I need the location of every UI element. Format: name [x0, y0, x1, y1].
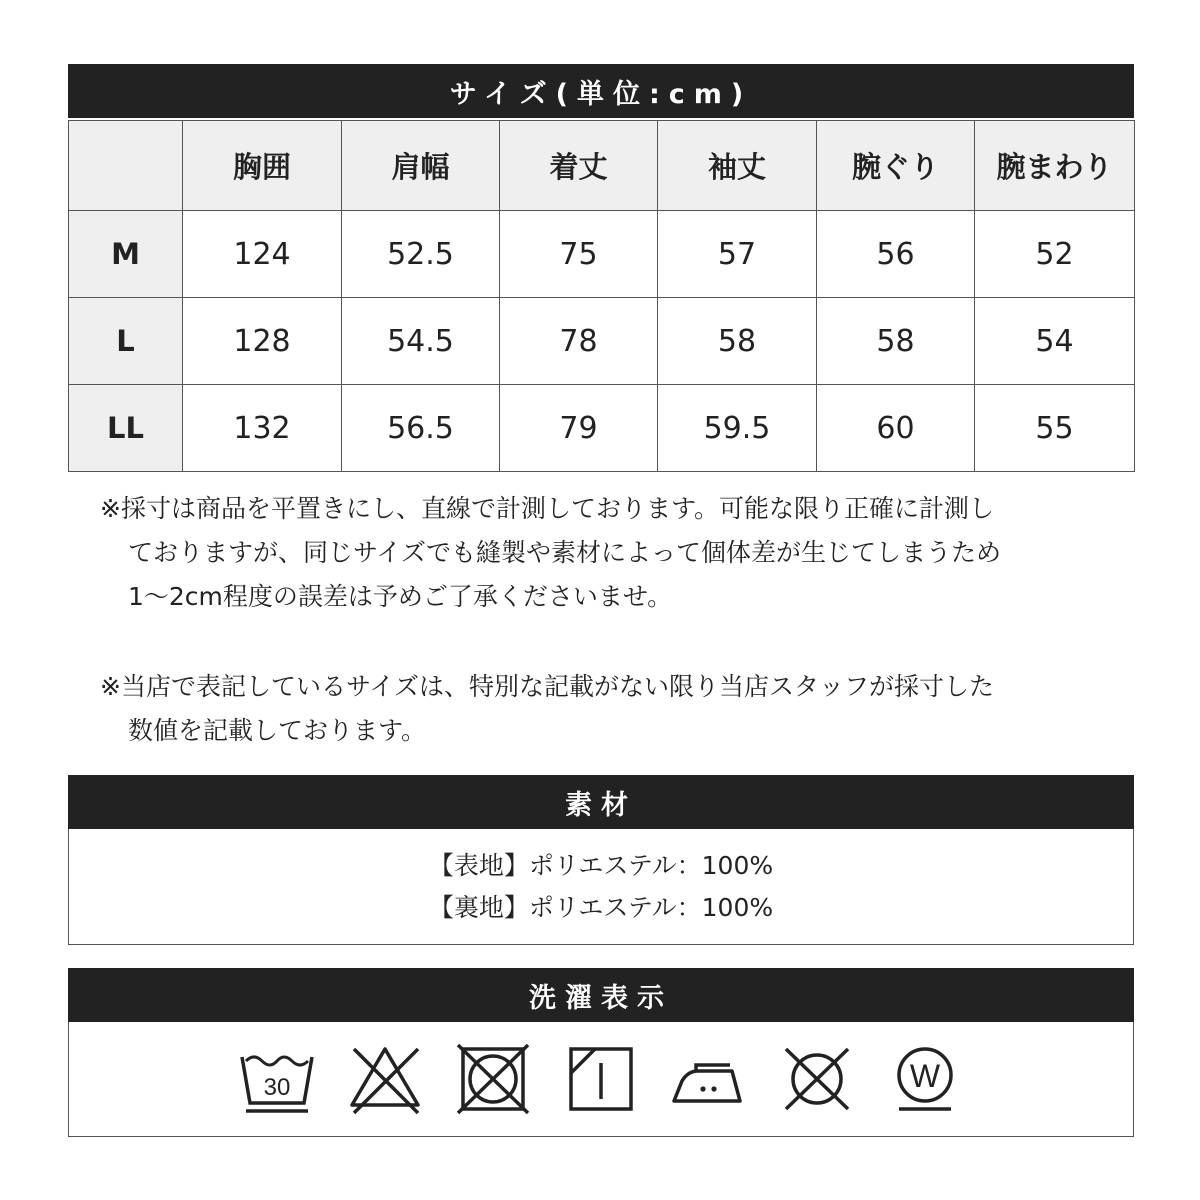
care-icons-row [69, 1022, 1133, 1136]
header-cell-sleeve: 袖丈 [658, 121, 817, 211]
table-cell: 59.5 [658, 385, 817, 472]
care-box [68, 1022, 1134, 1137]
size-label: LL [69, 385, 183, 472]
table-cell: 75 [500, 211, 658, 298]
size-table-header-row [69, 121, 1135, 211]
note-line: 数値を記載しております。 [128, 716, 427, 745]
table-cell: 54 [975, 298, 1135, 385]
table-row [69, 211, 1135, 298]
size-label: L [69, 298, 183, 385]
care-section-title-text: 洗濯表示 [529, 982, 673, 1014]
header-cell-shoulder: 肩幅 [342, 121, 500, 211]
care-section-title [68, 968, 1134, 1022]
table-cell: 52 [975, 211, 1135, 298]
table-cell: 56.5 [342, 385, 500, 472]
note-line: ※当店で表記しているサイズは、特別な記載がない限り当店スタッフが採寸した [100, 672, 994, 701]
table-cell: 58 [817, 298, 975, 385]
header-cell-arm-circumference: 腕まわり [975, 121, 1135, 211]
table-cell: 56 [817, 211, 975, 298]
material-lining: 【裏地】ポリエステル：100% [428, 892, 774, 922]
size-label: M [69, 211, 183, 298]
line-dry-shade-icon [562, 1043, 640, 1115]
wet-clean-icon [886, 1043, 964, 1115]
material-section-title [68, 775, 1134, 829]
table-cell: 57 [658, 211, 817, 298]
no-bleach-icon [346, 1043, 424, 1115]
table-cell: 60 [817, 385, 975, 472]
table-cell: 79 [500, 385, 658, 472]
size-table [68, 120, 1135, 472]
table-row [69, 298, 1135, 385]
table-cell: 128 [183, 298, 342, 385]
table-cell: 55 [975, 385, 1135, 472]
header-cell-blank [69, 121, 183, 211]
wet-clean-label: W [909, 1058, 941, 1094]
table-cell: 78 [500, 298, 658, 385]
note-line: ておりますが、同じサイズでも縫製や素材によって個体差が生じてしまうため [128, 538, 1002, 567]
material-outer: 【表地】ポリエステル：100% [428, 850, 774, 880]
iron-low-temp-icon [670, 1043, 748, 1115]
header-cell-chest: 胸囲 [183, 121, 342, 211]
material-section-title-text: 素材 [565, 789, 637, 821]
header-cell-armhole: 腕ぐり [817, 121, 975, 211]
table-row [69, 385, 1135, 472]
table-cell: 52.5 [342, 211, 500, 298]
note-line: ※採寸は商品を平置きにし、直線で計測しております。可能な限り正確に計測し [100, 494, 994, 523]
wash-30-tub-icon [238, 1043, 316, 1115]
table-cell: 124 [183, 211, 342, 298]
size-notation-note [100, 665, 1110, 753]
table-cell: 58 [658, 298, 817, 385]
wash-temperature-label: 30 [263, 1074, 291, 1101]
note-line: 1～2cm程度の誤差は予めご了承くださいませ。 [128, 582, 673, 611]
table-cell: 132 [183, 385, 342, 472]
measurement-note [100, 487, 1110, 619]
material-box [68, 829, 1134, 945]
size-section-title [68, 64, 1134, 118]
no-tumble-dry-icon [454, 1043, 532, 1115]
header-cell-length: 着丈 [500, 121, 658, 211]
no-dry-clean-icon [778, 1043, 856, 1115]
size-section-title-text: サイズ(単位:cm) [449, 78, 753, 110]
table-cell: 54.5 [342, 298, 500, 385]
